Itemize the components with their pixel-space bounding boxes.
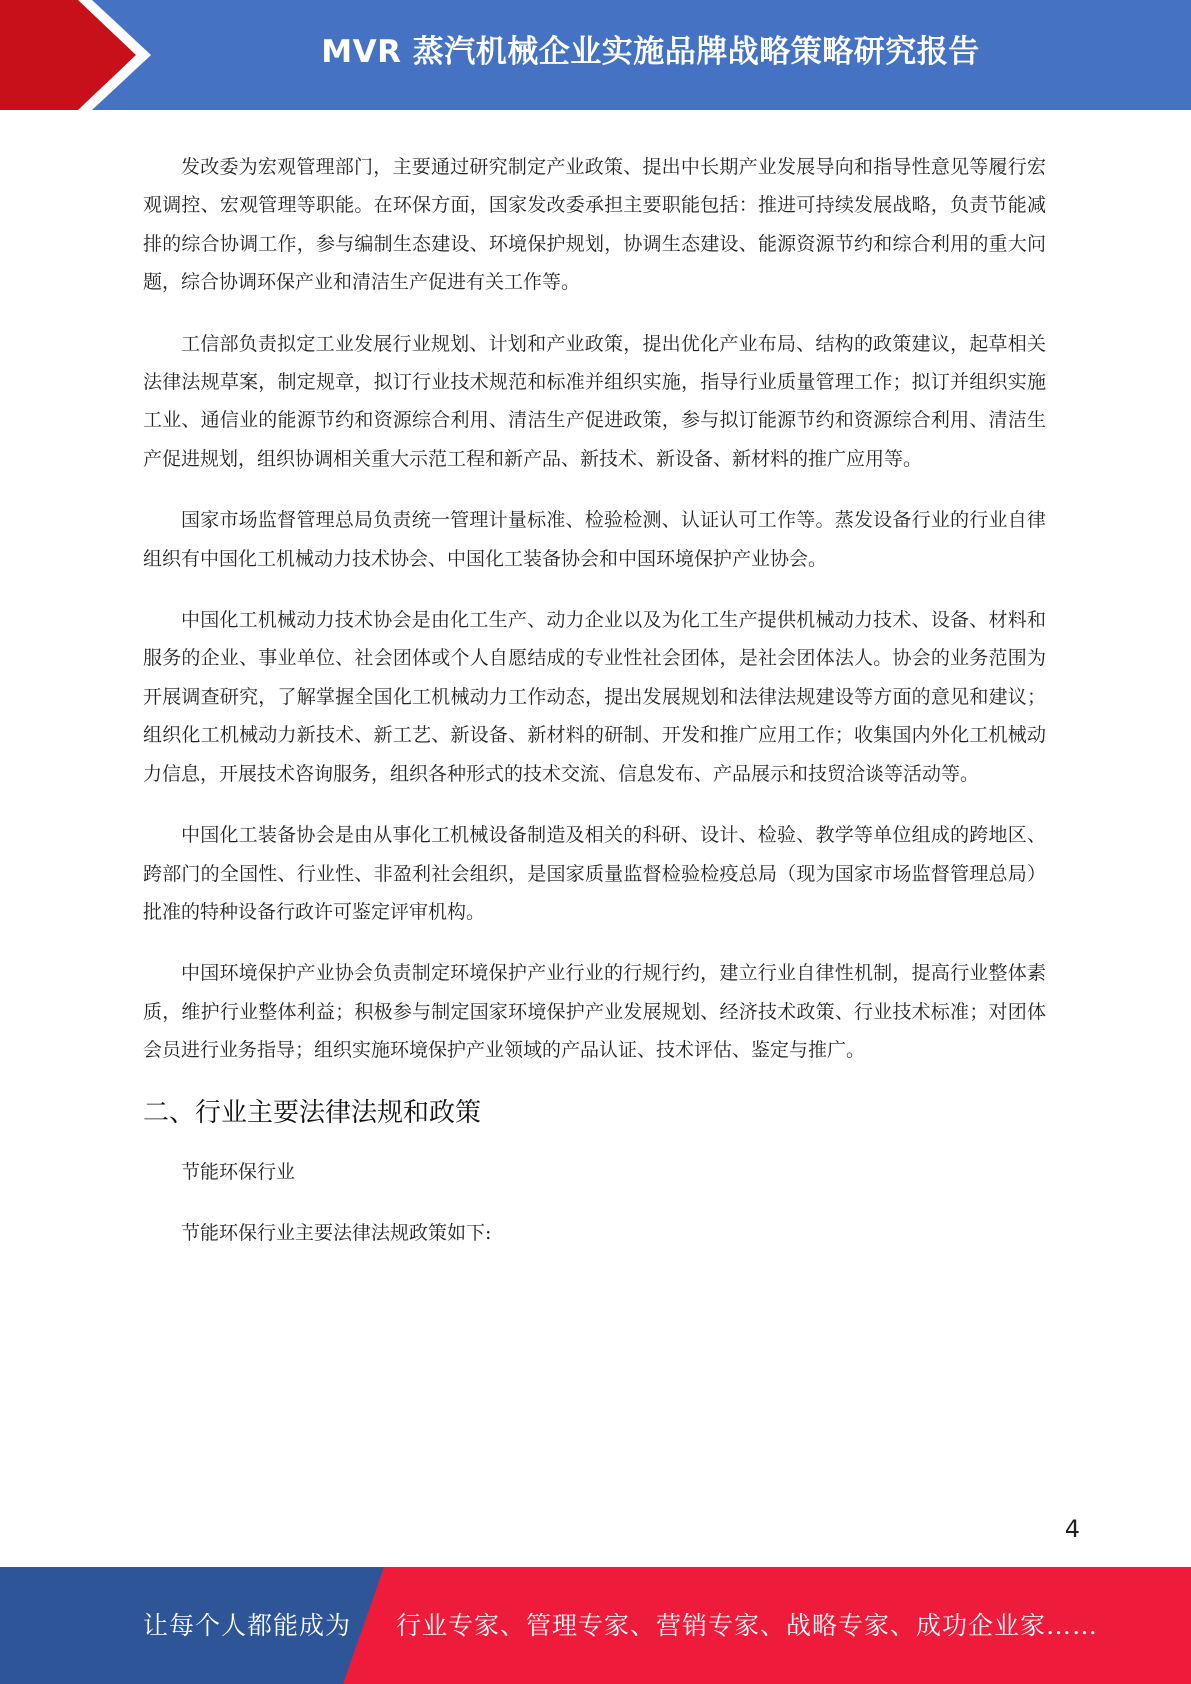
page-header bbox=[0, 0, 1191, 110]
footer-slogan-left: 让每个人都能成为 bbox=[143, 1611, 352, 1640]
paragraph-ndrc: 发改委为宏观管理部门，主要通过研究制定产业政策、提出中长期产业发展导向和指导性意见等履行宏观调控、宏观管理等职能。在环保方面，国家发改委承担主要职能包括：推进可持续发展战略，负责节能减排的综合协调工作，参与编制生态建设、环境保护规划，协调生态建设、能源资源节约和综合利用的重大问题，综合协调环保产业和清洁生产促进有关工作等。 bbox=[143, 156, 1046, 294]
report-title: MVR 蒸汽机械企业实施品牌战略策略研究报告 bbox=[321, 34, 980, 70]
paragraph-environmental-protection-association: 中国环境保护产业协会负责制定环境保护产业行业的行规行约，建立行业自律性机制，提高行业整体素质，维护行业整体利益；积极参与制定国家环境保护产业发展规划、经济技术政策、行业技术标准；对团体会员进行业务指导；组织实施环境保护产业领域的产品认证、技术评估、鉴定与推广。 bbox=[143, 962, 1046, 1062]
section-heading: 二、行业主要法律法规和政策 bbox=[143, 1097, 482, 1128]
paragraph-miit: 工信部负责拟定工业发展行业规划、计划和产业政策，提出优化产业布局、结构的政策建议，起草相关法律法规草案，制定规章，拟订行业技术规范和标准并组织实施，指导行业质量管理工作；拟订并组织实施工业、通信业的能源节约和资源综合利用、清洁生产促进政策，参与拟订能源节约和资源综合利用、清洁生产促进规划，组织协调相关重大示范工程和新产品、新技术、新设备、新材料的推广应用等。 bbox=[143, 332, 1046, 470]
policy-intro-line: 节能环保行业主要法律法规政策如下: bbox=[181, 1221, 492, 1244]
paragraph-chemical-machinery-association: 中国化工机械动力技术协会是由化工生产、动力企业以及为化工生产提供机械动力技术、设备、材料和服务的企业、事业单位、社会团体或个人自愿结成的专业性社会团体，是社会团体法人。协会的业务范围为开展调查研究，了解掌握全国化工机械动力工作动态，提出发展规划和法律法规建设等方面的意见和建议；组织化工机械动力新技术、新工艺、新设备、新材料的研制、开发和推广应用工作；收集国内外化工机械动力信息，开展技术咨询服务，组织各种形式的技术交流、信息发布、产品展示和技贸洽谈等活动等。 bbox=[143, 609, 1046, 785]
page-number: 4 bbox=[1064, 1515, 1080, 1543]
paragraph-chemical-equipment-association: 中国化工装备协会是由从事化工机械设备制造及相关的科研、设计、检验、教学等单位组成的跨地区、跨部门的全国性、行业性、非盈利社会组织，是国家质量监督检验检疫总局（现为国家市场监督管理总局）批准的特种设备行政许可鉴定评审机构。 bbox=[143, 824, 1046, 923]
footer-slogan-right: 行业专家、管理专家、营销专家、战略专家、成功企业家…… bbox=[396, 1611, 1099, 1640]
subsection-label: 节能环保行业 bbox=[181, 1160, 296, 1183]
paragraph-samr: 国家市场监督管理总局负责统一管理计量标准、检验检测、认证认可工作等。蒸发设备行业的行业自律组织有中国化工机械动力技术协会、中国化工装备协会和中国环境保护产业协会。 bbox=[143, 509, 1046, 570]
document-body bbox=[143, 148, 1046, 1275]
page-footer bbox=[0, 1567, 1191, 1684]
